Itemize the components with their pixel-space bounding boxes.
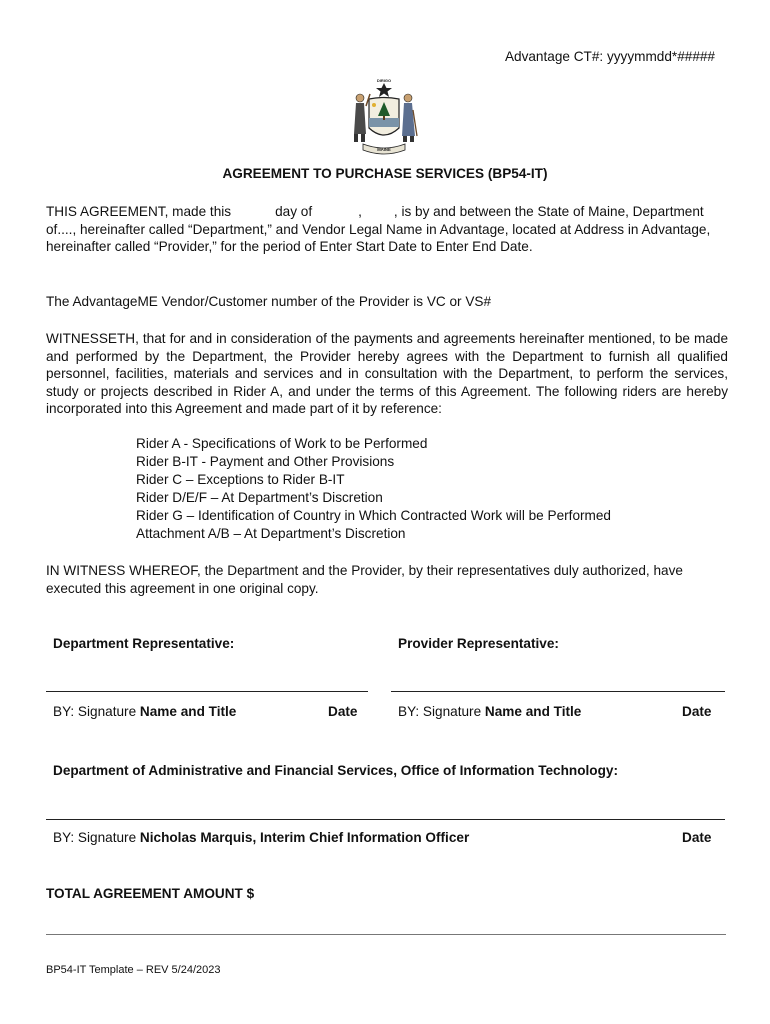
- list-item: Rider G – Identification of Country in Which Contracted Work will be Performed: [136, 508, 611, 523]
- dafs-oit-label: Department of Administrative and Financial Services, Office of Information Technology:: [53, 763, 618, 778]
- riders-list: [136, 435, 611, 543]
- maine-state-seal-icon: [345, 76, 423, 158]
- provider-signature-line[interactable]: [391, 691, 725, 692]
- provider-signature-caption: BY: Signature Name and Title: [398, 704, 582, 719]
- department-date-caption: Date: [328, 704, 358, 719]
- list-item: Rider B-IT - Payment and Other Provisions: [136, 454, 395, 469]
- list-item: Rider D/E/F – At Department’s Discretion: [136, 490, 383, 505]
- cio-signature-line[interactable]: [46, 819, 725, 820]
- list-item: Attachment A/B – At Department’s Discretion: [136, 526, 406, 541]
- total-amount-label: TOTAL AGREEMENT AMOUNT $: [46, 886, 255, 901]
- witnesseth-paragraph: WITNESSETH, that for and in consideration of the payments and agreements hereinafter mentioned, to be made and performed by the Department, the Provider hereby agrees with the Department to furnish all qualified personnel, facilities, materials and services and in consultation with the Department, to perform the services, study or projects described in Rider A, and under the terms of this Agreement. The following riders are hereby incorporated into this Agreement and made part of it by reference:: [46, 331, 728, 417]
- provider-rep-label: Provider Representative:: [398, 636, 559, 651]
- department-signature-line[interactable]: [46, 691, 368, 692]
- vendor-number-line: The AdvantageME Vendor/Customer number of the Provider is VC or VS#: [46, 294, 492, 309]
- seal-banner: MAINE: [377, 147, 391, 152]
- cio-date-caption: Date: [682, 830, 712, 845]
- seal-motto: DIRIGO: [376, 78, 392, 83]
- department-signature-caption: BY: Signature Name and Title: [53, 704, 237, 719]
- in-witness-paragraph: IN WITNESS WHEREOF, the Department and the Provider, by their representatives duly authorized, have executed this agreement in one original copy.: [46, 563, 683, 596]
- intro-paragraph: THIS AGREEMENT, made this day of , , is by and between the State of Maine, Department of...., hereinafter called “Department,” and Vendor Legal Name in Advantage, located at Address in Advantage, hereinafter called “Provider,” for the period of Enter Start Date to Enter End Date.: [46, 204, 711, 255]
- cio-signature-caption: BY: Signature Nicholas Marquis, Interim Chief Information Officer: [53, 830, 470, 845]
- department-rep-label: Department Representative:: [53, 636, 235, 651]
- divider: [46, 934, 726, 935]
- list-item: Rider A - Specifications of Work to be Performed: [136, 436, 428, 451]
- contract-number: Advantage CT#: yyyymmdd*#####: [504, 49, 715, 64]
- footer-template-revision: BP54-IT Template – REV 5/24/2023: [46, 964, 221, 976]
- list-item: Rider C – Exceptions to Rider B-IT: [136, 472, 345, 487]
- provider-date-caption: Date: [682, 704, 712, 719]
- page-title: AGREEMENT TO PURCHASE SERVICES (BP54-IT): [222, 166, 548, 181]
